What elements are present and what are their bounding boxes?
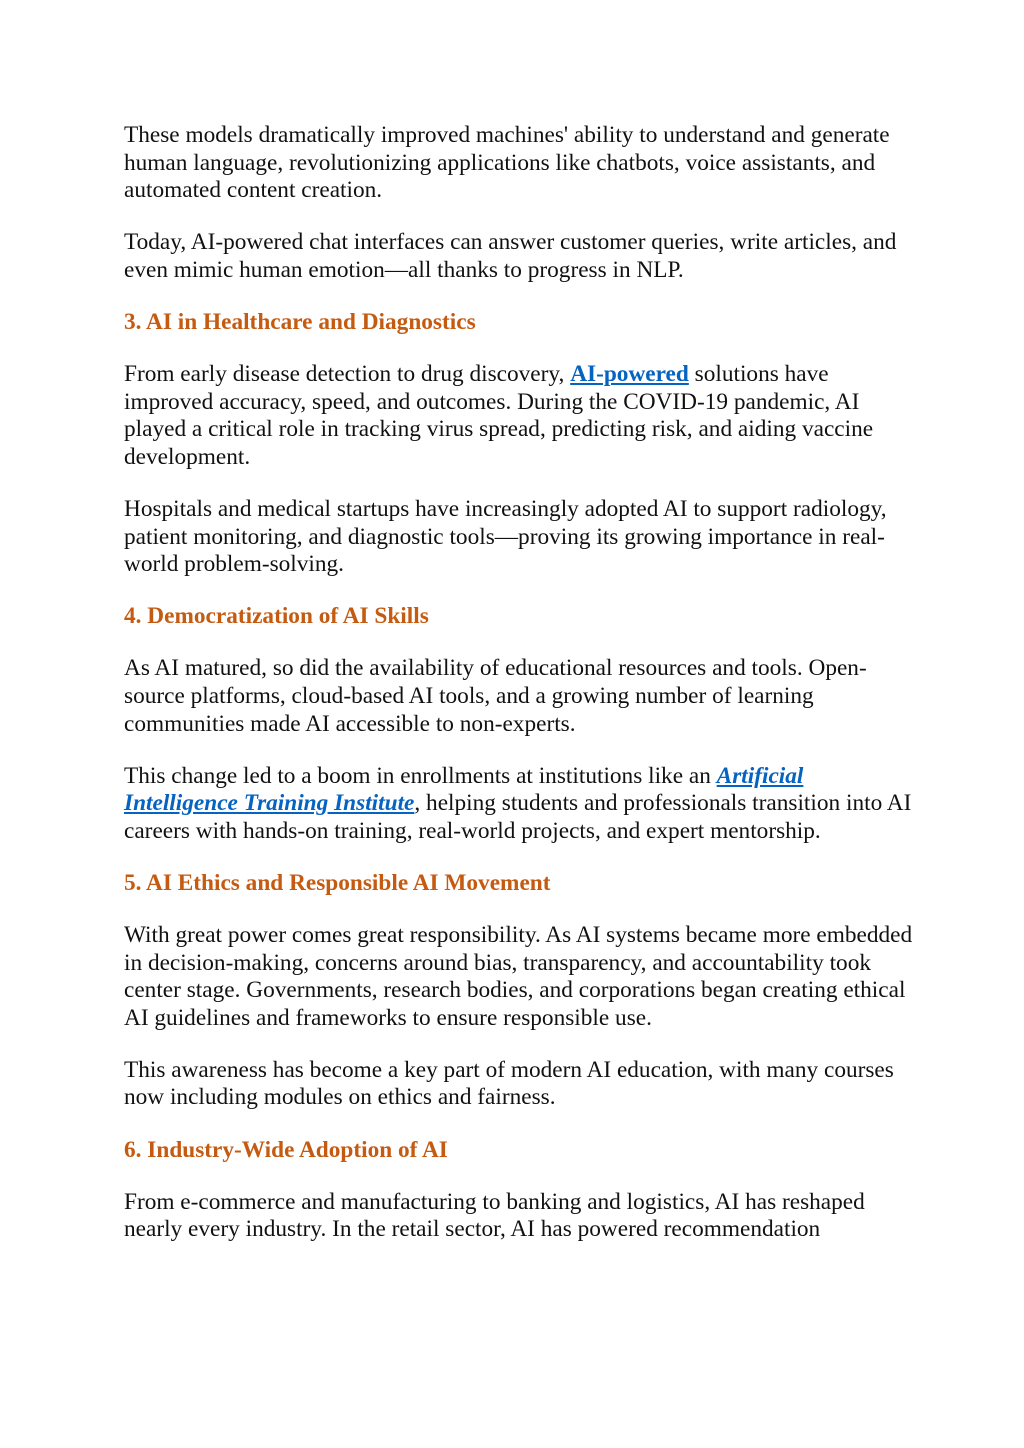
section-5-paragraph-2: This awareness has become a key part of modern AI education, with many courses now including modules on ethics and fairness.	[124, 1056, 894, 1111]
ai-training-institute-link[interactable]: Artificial Intelligence Training Institute	[124, 762, 804, 817]
section-6-paragraph-1: From e-commerce and manufacturing to banking and logistics, AI has reshaped nearly every industry. In the retail sector, AI has powered recommendation	[124, 1188, 865, 1243]
section-4-text-after-link: , helping students and professionals transition into AI careers with hands-on training, real-world projects, and expert mentorship.	[124, 790, 912, 844]
section-3-text-before-link: From early disease detection to drug discovery,	[124, 361, 571, 388]
section-5-paragraph-1: With great power comes great responsibility. As AI systems became more embedded in decision-making, concerns around bias, transparency, and accountability took center stage. Governments, research bodies, and corporations began creating ethical AI guidelines and frameworks to ensure responsible use.	[124, 921, 913, 1031]
intro-paragraph-2: Today, AI-powered chat interfaces can answer customer queries, write articles, and even mimic human emotion—all thanks to progress in NLP.	[124, 229, 897, 283]
intro-paragraph-1: These models dramatically improved machines' ability to understand and generate human language, revolutionizing applications like chatbots, voice assistants, and automated content creation.	[124, 122, 890, 204]
section-4-heading: 4. Democratization of AI Skills	[124, 603, 429, 630]
section-4-paragraph-1: As AI matured, so did the availability of educational resources and tools. Open-source platforms, cloud-based AI tools, and a growing number of learning communities made AI accessible to non-experts.	[124, 655, 867, 737]
section-3-paragraph-1	[124, 361, 914, 471]
section-3-paragraph-2: Hospitals and medical startups have increasingly adopted AI to support radiology, patient monitoring, and diagnostic tools—proving its growing importance in real-world problem-solving.	[124, 495, 887, 578]
document-page	[124, 122, 914, 1268]
ai-powered-link[interactable]: AI-powered	[570, 361, 689, 388]
section-4-text-before-link: This change led to a boom in enrollments at institutions like an	[124, 762, 717, 789]
section-3-text-after-link: solutions have improved accuracy, speed, and outcomes. During the COVID-19 pandemic, AI played a critical role in tracking virus spread, predicting risk, and aiding vaccine development.	[124, 361, 874, 470]
section-3-heading: 3. AI in Healthcare and Diagnostics	[124, 308, 476, 335]
section-6-heading: 6. Industry-Wide Adoption of AI	[124, 1136, 448, 1163]
section-4-paragraph-2	[124, 763, 914, 846]
section-5-heading: 5. AI Ethics and Responsible AI Movement	[124, 869, 551, 896]
